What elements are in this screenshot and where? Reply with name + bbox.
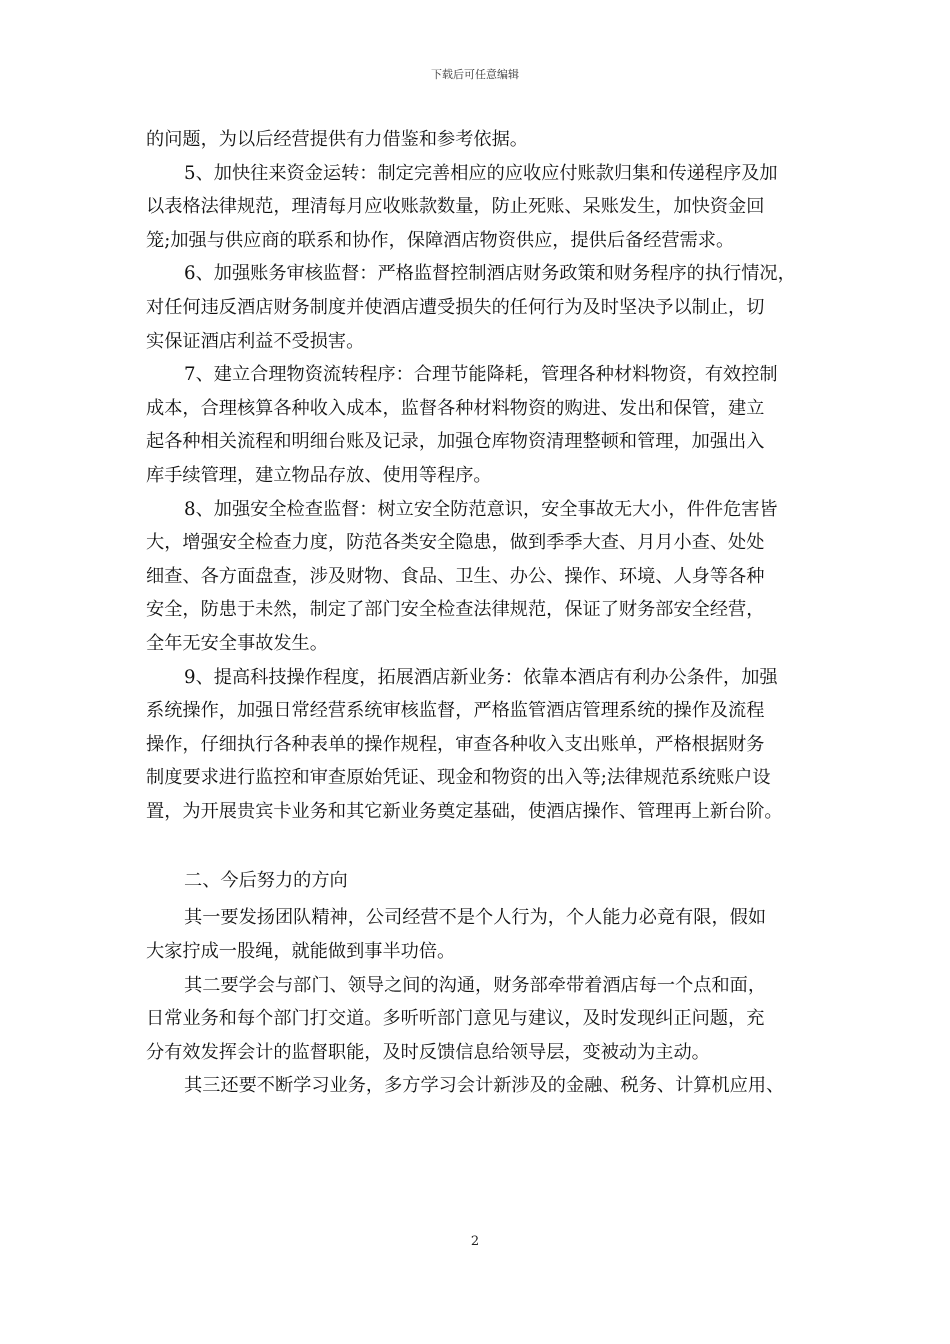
text-line: 其二要学会与部门、领导之间的沟通，财务部牵带着酒店每一个点和面， bbox=[184, 974, 767, 996]
page-header: 下载后可任意编辑 bbox=[431, 68, 519, 81]
text-line: 6、加强账务审核监督：严格监督控制酒店财务政策和财务程序的执行情况， bbox=[184, 263, 796, 285]
text-line: 全年无安全事故发生。 bbox=[146, 632, 328, 654]
text-line: 以表格法律规范，理清每月应收账款数量，防止死账、呆账发生，加快资金回 bbox=[146, 196, 765, 218]
text-line: 起各种相关流程和明细台账及记录，加强仓库物资清理整顿和管理，加强出入 bbox=[146, 431, 765, 453]
document-body bbox=[146, 123, 826, 1103]
text-line: 9、提高科技操作程度，拓展酒店新业务：依靠本酒店有利办公条件，加强 bbox=[184, 666, 778, 688]
text-line: 制度要求进行监控和审查原始凭证、现金和物资的出入等;法律规范系统账户设 bbox=[146, 767, 771, 789]
blank-line bbox=[146, 828, 826, 861]
text-line: 系统操作，加强日常经营系统审核监督，严格监管酒店管理系统的操作及流程 bbox=[146, 700, 765, 722]
text-line: 实保证酒店利益不受损害。 bbox=[146, 330, 365, 352]
text-line: 细查、各方面盘查，涉及财物、食品、卫生、办公、操作、环境、人身等各种 bbox=[146, 565, 765, 587]
text-line: 操作，仔细执行各种表单的操作规程，审查各种收入支出账单，严格根据财务 bbox=[146, 733, 765, 755]
text-line: 大家拧成一股绳，就能做到事半功倍。 bbox=[146, 941, 456, 963]
text-line: 成本，合理核算各种收入成本，监督各种材料物资的购进、发出和保管，建立 bbox=[146, 397, 765, 419]
text-line: 5、加快往来资金运转：制定完善相应的应收应付账款归集和传递程序及加 bbox=[184, 162, 778, 184]
page-number: 2 bbox=[470, 1234, 480, 1249]
text-line: 置，为开展贵宾卡业务和其它新业务奠定基础，使酒店操作、管理再上新台阶。 bbox=[146, 800, 783, 822]
text-line: 笼;加强与供应商的联系和协作，保障酒店物资供应，提供后备经营需求。 bbox=[146, 229, 735, 251]
text-line: 安全，防患于未然，制定了部门安全检查法律规范，保证了财务部安全经营， bbox=[146, 599, 765, 621]
text-line: 日常业务和每个部门打交道。多听听部门意见与建议，及时发现纠正问题，充 bbox=[146, 1008, 765, 1030]
text-line: 7、建立合理物资流转程序：合理节能降耗，管理各种材料物资，有效控制 bbox=[184, 364, 778, 386]
text-line: 对任何违反酒店财务制度并使酒店遭受损失的任何行为及时坚决予以制止，切 bbox=[146, 296, 765, 318]
text-line: 8、加强安全检查监督：树立安全防范意识，安全事故无大小，件件危害皆 bbox=[184, 498, 778, 520]
text-line: 其一要发扬团队精神，公司经营不是个人行为，个人能力必竟有限，假如 bbox=[184, 907, 767, 929]
text-line: 分有效发挥会计的监督职能，及时反馈信息给领导层，变被动为主动。 bbox=[146, 1041, 710, 1063]
text-line: 其三还要不断学习业务，多方学习会计新涉及的金融、税务、计算机应用、 bbox=[184, 1075, 785, 1097]
section-heading: 二、今后努力的方向 bbox=[184, 870, 348, 892]
text-line: 大，增强安全检查力度，防范各类安全隐患，做到季季大查、月月小查、处处 bbox=[146, 532, 765, 554]
text-line: 库手续管理，建立物品存放、使用等程序。 bbox=[146, 464, 492, 486]
text-line: 的问题，为以后经营提供有力借鉴和参考依据。 bbox=[146, 129, 528, 150]
